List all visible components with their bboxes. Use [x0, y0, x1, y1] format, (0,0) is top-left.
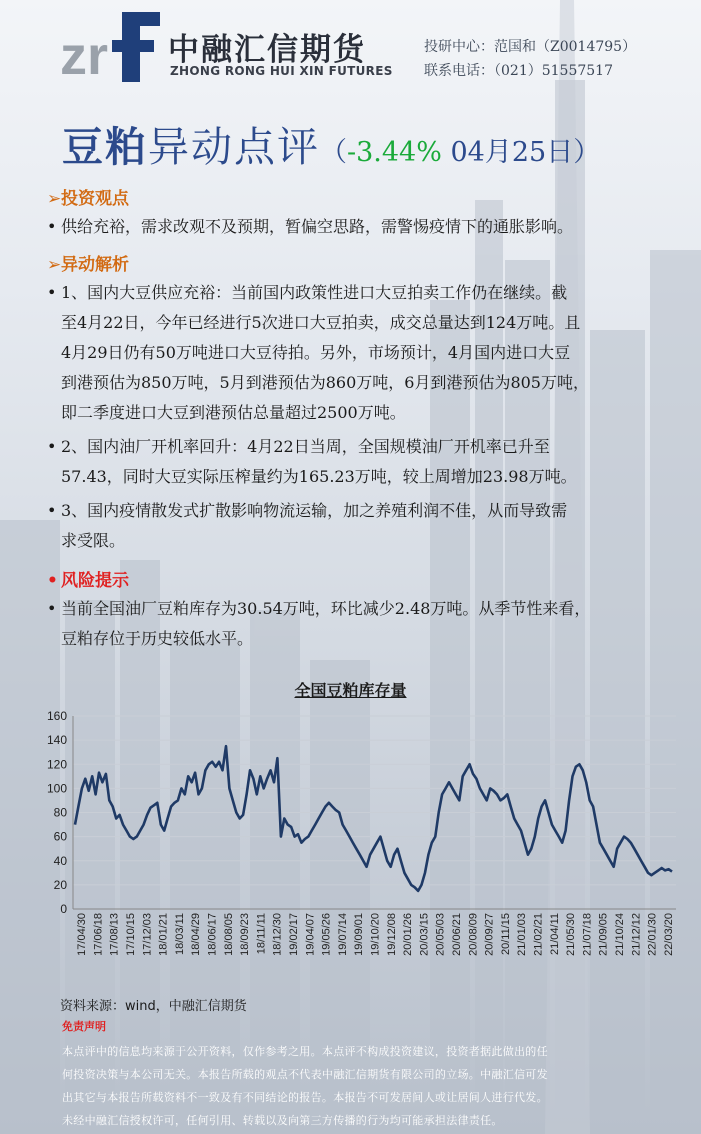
x-tick-label: 21/10/24: [613, 913, 626, 956]
svg-text:zr: zr: [60, 26, 109, 82]
y-tick-label: 100: [46, 781, 67, 796]
company-logo: [60, 12, 160, 82]
x-tick-label: 20/09/27: [483, 913, 496, 956]
x-tick-label: 20/08/09: [467, 913, 480, 956]
inventory-line-chart: [28, 704, 688, 984]
x-tick-label: 18/04/29: [190, 913, 203, 956]
arrow-icon: ➢: [47, 189, 62, 209]
disclaimer-title: 免责声明: [62, 1020, 106, 1033]
x-tick-label: 18/03/11: [173, 913, 186, 956]
page-title: [62, 114, 600, 173]
x-tick-label: 18/12/30: [271, 913, 284, 956]
x-tick-label: 19/04/07: [304, 913, 317, 956]
x-tick-label: 18/06/17: [206, 913, 219, 956]
x-tick-label: 18/11/11: [255, 913, 268, 955]
section-heading-view: ➢投资观点: [47, 189, 129, 209]
x-tick-label: 18/01/21: [157, 913, 170, 956]
x-tick-label: 17/04/30: [76, 913, 89, 956]
brand-name-cn: 中融汇信期货: [168, 32, 366, 68]
x-tick-label: 17/08/13: [108, 913, 121, 956]
y-tick-label: 40: [53, 853, 67, 868]
x-tick-label: 22/03/20: [662, 913, 675, 956]
analysis-item-3: • 3、国内疫情散发式扩散影响物流运输，加之养殖利润不佳，从而导致需 求受限。: [47, 496, 567, 556]
y-tick-label: 60: [53, 829, 67, 844]
x-tick-label: 19/07/14: [336, 913, 349, 956]
section-heading-risk: • 风险提示: [47, 571, 129, 591]
x-tick-label: 21/07/18: [581, 913, 594, 956]
arrow-icon: ➢: [47, 255, 62, 275]
y-tick-label: 0: [60, 902, 67, 916]
analysis-item-2: • 2、国内油厂开机率回升：4月22日当周，全国规模油厂开机率已升至 57.43，同时大豆实际压榨量约为165.23万吨，较上周增加23.98万吨。: [47, 432, 577, 492]
x-tick-label: 21/05/30: [565, 913, 578, 956]
title-paren-close: ）: [573, 137, 601, 168]
x-tick-label: 21/09/05: [597, 913, 610, 956]
x-tick-label: 19/10/20: [369, 913, 382, 956]
disclaimer-text: 本点评中的信息均来源于公开资料，仅作参考之用。本点评不构成投资建议，投资者据此做出的任 何投资决策与本公司无关。本报告所载的观点不代表中融汇信期货有限公司的立场。中融汇信可发 出其它与本报告所载资料不一致及有不同结论的报告。本报告不可发居间人或让居间人进行代发。 未经中融汇信授权许可，任何引用、转载以及向第三方传播的行为均可能承担法律责任。: [62, 1045, 548, 1127]
x-tick-label: 17/12/03: [141, 913, 154, 956]
analyst-info: 投研中心：范国和（Z0014795）: [424, 39, 637, 55]
bullet-icon: •: [47, 283, 57, 302]
x-tick-label: 19/09/01: [353, 913, 366, 956]
section-heading-analysis: ➢异动解析: [47, 255, 129, 275]
title-sub: 异动点评: [148, 123, 320, 171]
title-main: 豆粕: [62, 123, 148, 171]
bullet-icon: •: [47, 501, 57, 520]
y-tick-label: 20: [53, 877, 67, 892]
data-source: 资料来源：wind，中融汇信期货: [60, 999, 247, 1014]
title-date: 04月25日: [441, 137, 574, 168]
bullet-icon: •: [47, 217, 57, 236]
y-tick-label: 120: [46, 757, 67, 772]
x-tick-label: 21/01/03: [516, 913, 529, 956]
x-tick-label: 21/12/12: [630, 913, 643, 956]
phone-info: 联系电话：（021）51557517: [424, 63, 613, 79]
x-tick-label: 19/12/08: [385, 913, 398, 956]
analysis-item-1: • 1、国内大豆供应充裕：当前国内政策性进口大豆拍卖工作仍在继续。截 至4月22日，今年已经进行5次进口大豆拍卖，成交总量达到124万吨。且 4月29日仍有50万吨进口大豆待拍。另外，市场预计，4月国内进口大豆 到港预估为850万吨，5月到港预估为860万吨，6月到港预估为805万吨， 即二季度进口大豆到港预估总量超过2500万吨。: [47, 278, 589, 428]
bullet-icon: •: [47, 599, 57, 618]
x-tick-label: 20/05/03: [434, 913, 447, 956]
chart-title: 全国豆粕库存量: [294, 681, 407, 700]
risk-paragraph: • 当前全国油厂豆粕库存为30.54万吨，环比减少2.48万吨。从季节性来看， 豆粕存位于历史较低水平。: [47, 594, 590, 654]
y-tick-label: 140: [46, 733, 67, 748]
price-change: -3.44%: [347, 137, 442, 168]
x-tick-label: 21/02/21: [532, 913, 545, 956]
x-tick-label: 19/02/17: [288, 913, 301, 956]
view-paragraph: • 供给充裕，需求改观不及预期，暂偏空思路，需警惕疫情下的通胀影响。: [47, 212, 573, 242]
series-line-inventory: [75, 746, 672, 891]
y-tick-label: 80: [53, 805, 67, 820]
x-tick-label: 17/06/18: [92, 913, 105, 956]
x-tick-label: 19/05/26: [320, 913, 333, 956]
x-tick-label: 22/01/30: [646, 913, 659, 956]
x-tick-label: 17/10/15: [125, 913, 138, 956]
x-tick-label: 18/09/23: [239, 913, 252, 956]
x-tick-label: 20/03/15: [418, 913, 431, 956]
title-paren-open: （: [320, 137, 347, 168]
x-tick-label: 20/01/26: [402, 913, 415, 956]
bullet-icon: •: [47, 571, 58, 591]
brand-name-en: ZHONG RONG HUI XIN FUTURES: [170, 64, 393, 78]
x-tick-label: 18/08/05: [222, 913, 235, 956]
x-tick-label: 20/06/21: [450, 913, 463, 956]
y-tick-label: 160: [46, 709, 67, 723]
x-tick-label: 21/04/11: [548, 913, 561, 956]
bullet-icon: •: [47, 437, 57, 456]
x-tick-label: 20/11/15: [499, 913, 512, 956]
